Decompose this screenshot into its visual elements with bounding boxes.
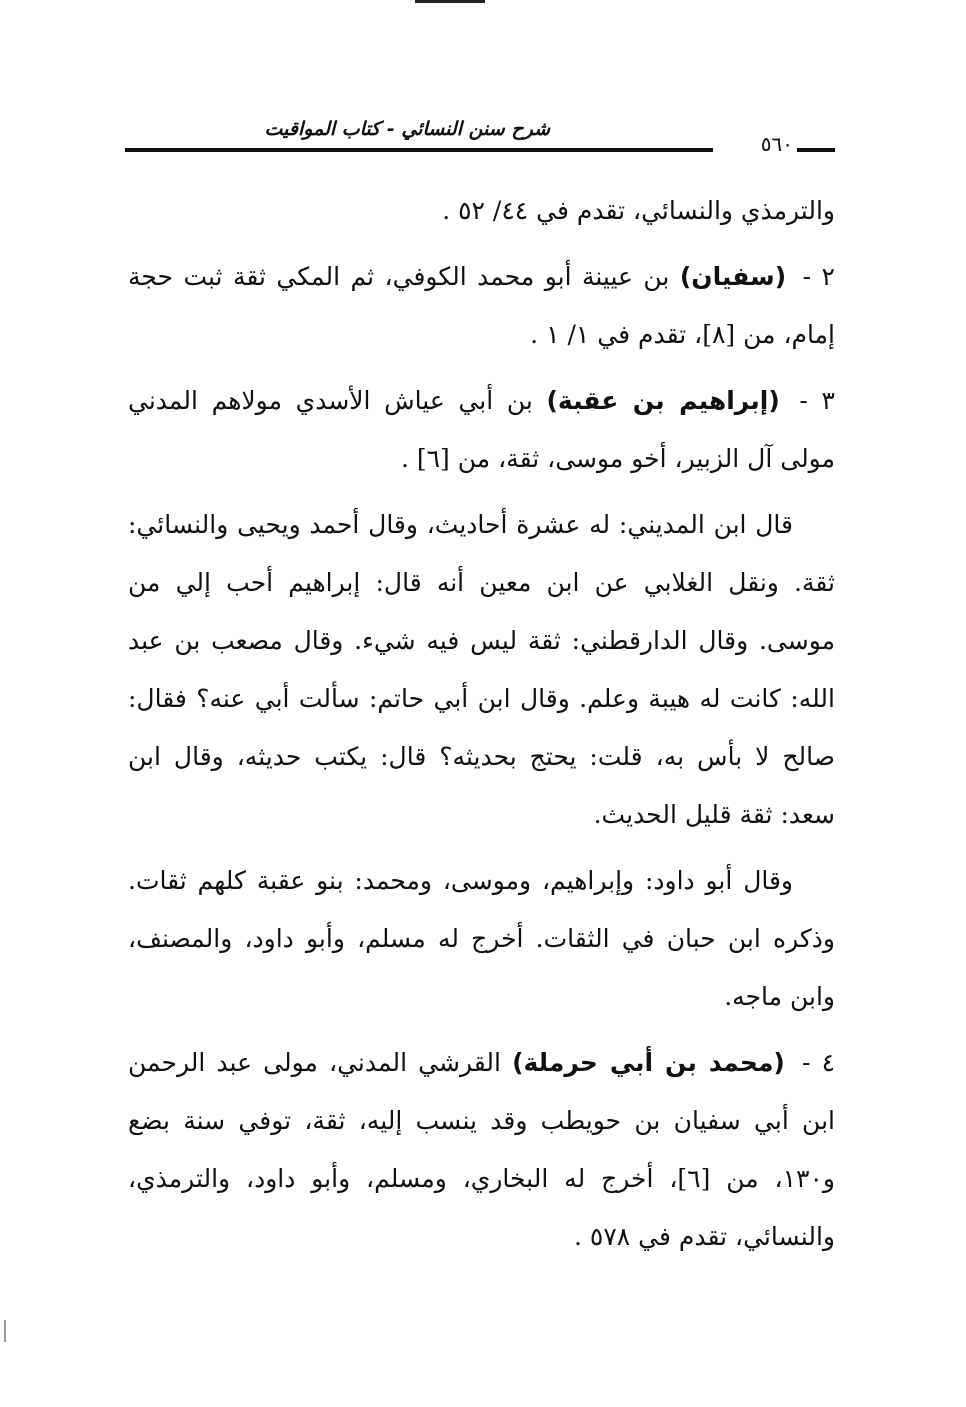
page-number: ٥٦٠ <box>760 132 793 156</box>
narrator-name: (سفيان) <box>679 262 787 291</box>
paragraph-text: وقال أبو داود: وإبراهيم، وموسى، ومحمد: بنو عقبة كلهم ثقات. وذكره ابن حبان في الثقات. أخرج له مسلم، وأبو داود، والمصنف، وابن ماجه. <box>128 866 835 1011</box>
narrator-entry-3 <box>128 372 835 488</box>
running-title: شرح سنن النسائي - كتاب المواقيت <box>264 118 550 140</box>
entry-text: بن عيينة أبو محمد الكوفي، ثم المكي ثقة ثبت حجة إمام، من [٨]، تقدم في ١/ ١ . <box>128 262 835 349</box>
narrator-entry-2 <box>128 248 835 364</box>
narrator-name: (إبراهيم بن عقبة) <box>546 386 780 415</box>
page-body <box>128 182 835 1274</box>
narrator-notes-paragraph <box>128 496 835 844</box>
entry-text: بن أبي عياش الأسدي مولاهم المدني مولى آل الزبير، أخو موسى، ثقة، من [٦] . <box>128 386 835 473</box>
narrator-entry-4 <box>128 1034 835 1266</box>
paragraph-continuation <box>128 182 835 240</box>
paragraph-text: قال ابن المديني: له عشرة أحاديث، وقال أحمد ويحيى والنسائي: ثقة. ونقل الغلابي عن ابن معين أنه قال: إبراهيم أحب إلي من موسى. وقال الدارقطني: ثقة ليس فيه شيء. وقال مصعب بن عبد الله: كانت له هيبة وعلم. وقال ابن أبي حاتم: سألت أبي عنه؟ فقال: صالح لا بأس به، قلت: يحتج بحديثه؟ قال: يكتب حديثه، وقال ابن سعد: ثقة قليل الحديث. <box>128 510 835 829</box>
entry-text: القرشي المدني، مولى عبد الرحمن ابن أبي سفيان بن حويطب وقد ينسب إليه، ثقة، توفي سنة بضع و١٣٠، من [٦]، أخرج له البخاري، ومسلم، وأبو داود، والترمذي، والنسائي، تقدم في ٥٧٨ . <box>128 1048 835 1251</box>
scan-edge-mark <box>4 1320 6 1342</box>
top-edge-mark <box>415 0 485 3</box>
narrator-name: (محمد بن أبي حرملة) <box>512 1048 785 1077</box>
entry-number: ٤ - <box>802 1048 836 1077</box>
running-header <box>125 118 835 158</box>
entry-number: ٢ - <box>802 262 835 291</box>
header-rule-short <box>797 148 835 152</box>
entry-number: ٣ - <box>799 386 835 415</box>
header-rule <box>125 148 713 152</box>
narrator-notes-paragraph <box>128 852 835 1026</box>
paragraph-text: والترمذي والنسائي، تقدم في ٤٤/ ٥٢ . <box>442 196 835 225</box>
